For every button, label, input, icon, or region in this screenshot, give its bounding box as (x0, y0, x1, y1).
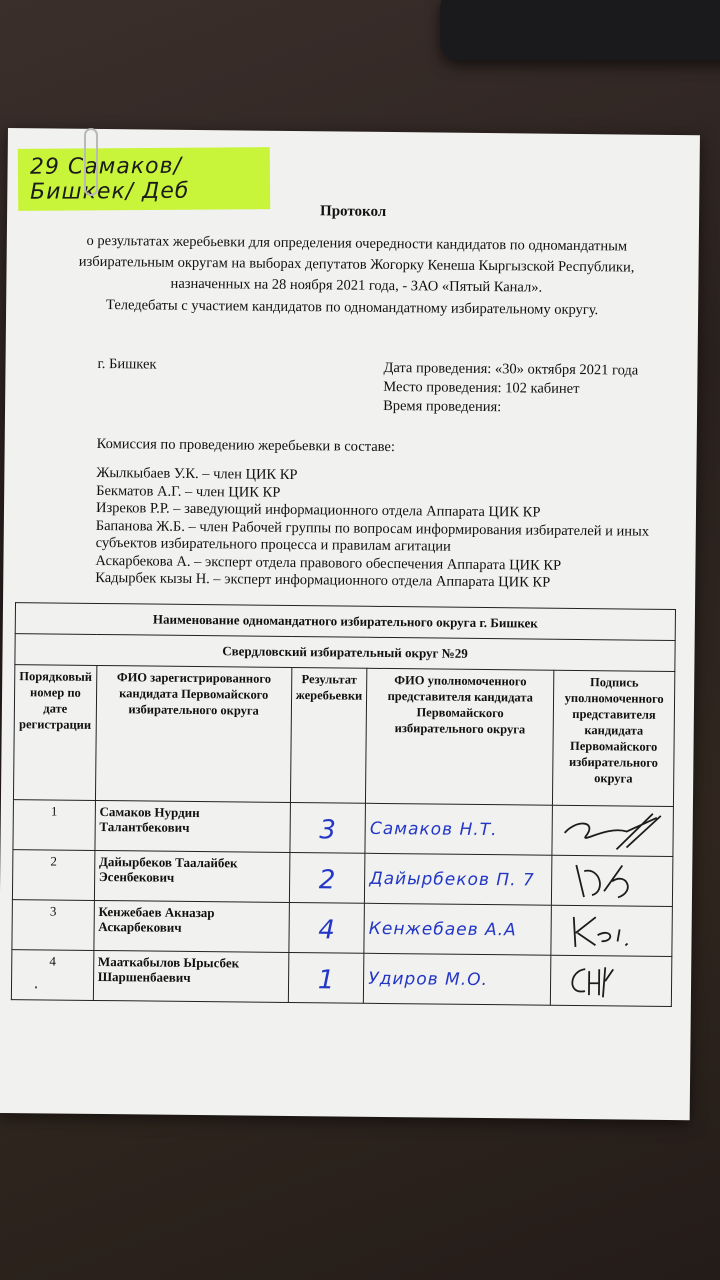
district-subheader: Свердловский избирательный округ №29 (15, 634, 675, 672)
paper-mark (35, 986, 37, 988)
representative-name: Кенжебаев А.А (364, 903, 552, 955)
time-line: Время проведения: (383, 397, 502, 416)
signature-cell (551, 905, 672, 956)
representative-name: Самаков Н.Т. (365, 803, 553, 855)
representative-name: Удиров М.О. (364, 953, 552, 1005)
place-line: Место проведения: 102 кабинет (383, 378, 580, 397)
city-label: г. Бишкек (97, 355, 157, 373)
date-line: Дата проведения: «30» октября 2021 года (383, 359, 639, 379)
draw-result: 4 (289, 902, 365, 953)
member-line: Жылкыбаев У.К. – член ЦИК КР (96, 464, 298, 484)
column-header-candidate: ФИО зарегистрированного кандидата Первомайского избирательного округа (95, 665, 291, 802)
subtitle-line: назначенных на 28 ноября 2021 года, - ЗАО «Пятый Канал». (170, 275, 543, 296)
handwritten-signature (556, 910, 666, 951)
table-row (11, 950, 671, 1007)
table-row (13, 800, 673, 857)
phone-device (440, 0, 720, 60)
event-meta (383, 359, 638, 419)
table-row (12, 850, 672, 907)
district-header: Наименование одномандатного избирательного округа г. Бишкек (15, 603, 675, 641)
document-subtitle (76, 231, 637, 300)
column-header-signature: Подпись уполномоченного представителя кандидата Первомайского избирательного округа (553, 670, 675, 806)
signature-cell (552, 855, 673, 906)
row-number: 2 (12, 850, 94, 901)
paper-clip-icon (84, 128, 98, 196)
handwritten-signature (556, 860, 666, 901)
member-line: Аскарбекова А. – эксперт отдела правового обеспечения Аппарата ЦИК КР (95, 552, 562, 574)
signature-cell (551, 955, 672, 1006)
candidate-name: Мааткабылов Ырысбек Шаршенбаевич (93, 950, 289, 1002)
row-number: 4 (11, 950, 93, 1001)
draw-result: 2 (289, 852, 365, 903)
subtitle-line: избирательным округам на выборах депутатов Жогорку Кенеша Кыргызской Республики, (78, 253, 635, 276)
row-number: 3 (12, 900, 94, 951)
table-row (12, 900, 672, 957)
member-line: Изреков Р.Р. – заведующий информационного отдела Аппарата ЦИК КР (95, 499, 541, 521)
candidate-name: Кенжебаев Акназар Аскарбекович (94, 900, 290, 952)
row-number: 1 (13, 800, 95, 851)
draw-result: 3 (290, 802, 366, 853)
commission-members (95, 465, 649, 593)
member-line: Бекматов А.Г. – член ЦИК КР (96, 482, 281, 501)
column-header-representative: ФИО уполномоченного представителя кандидата Первомайского избирательного округа (366, 668, 554, 805)
draw-results-table (11, 602, 676, 1007)
representative-name: Дайырбеков П. 7 (365, 853, 553, 905)
sticky-note: 29 Самаков/ Бишкек/ Деб (18, 147, 270, 211)
member-line: субъектов избирательного процесса и правилам агитации (95, 534, 451, 555)
member-line: Бапанова Ж.Б. – член Рабочей группы по вопросам информирования избирателей и иных (95, 517, 650, 540)
draw-result: 1 (288, 952, 364, 1003)
document-title: Протокол (319, 203, 387, 220)
handwritten-signature (555, 960, 665, 1001)
member-line: Кадырбек кызы Н. – эксперт информационного отдела Аппарата ЦИК КР (95, 569, 551, 591)
candidate-name: Самаков Нурдин Талантбекович (95, 800, 291, 852)
subtitle-line: о результатах жеребьевки для определения очередности кандидатов по одномандатным (86, 232, 628, 255)
handwritten-signature (557, 810, 667, 851)
protocol-sheet (0, 128, 700, 1120)
column-header-number: Порядковый номер по дате регистрации (13, 665, 96, 801)
tv-debate-line: Теледебаты с участием кандидатов по одномандатному избирательному округу. (105, 297, 599, 319)
signature-cell (552, 805, 673, 856)
candidate-name: Дайырбеков Таалайбек Эсенбекович (94, 850, 290, 902)
column-header-result: Результат жеребьевки (290, 667, 367, 803)
commission-title: Комиссия по проведению жеребьевки в составе: (96, 435, 396, 456)
